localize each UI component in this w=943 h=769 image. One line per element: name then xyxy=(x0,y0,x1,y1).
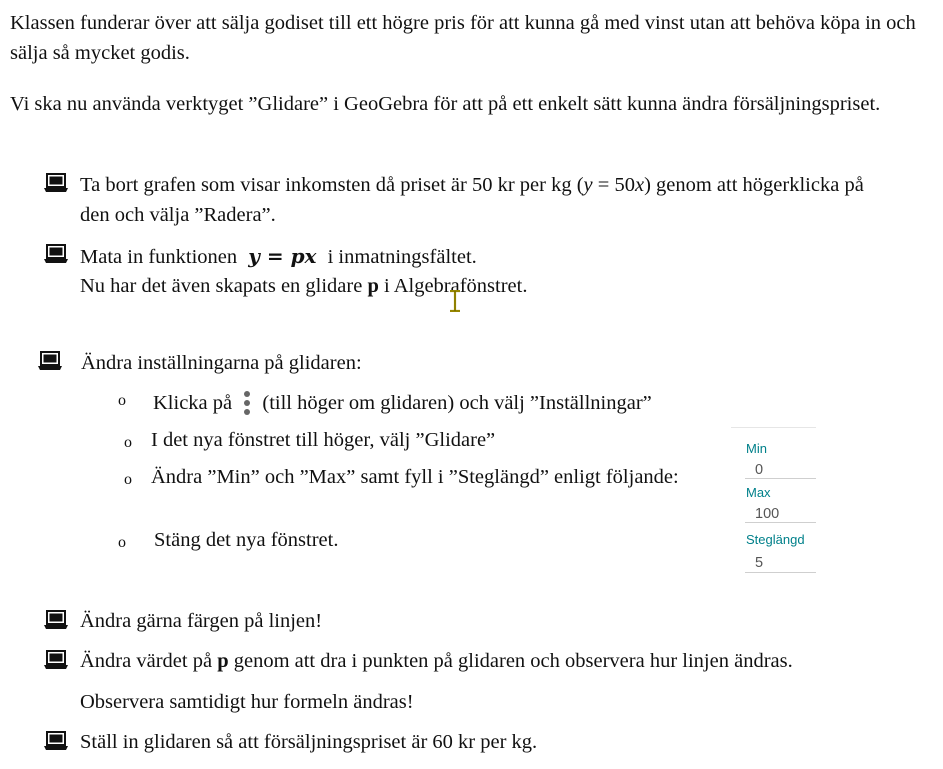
step5-line1: Ändra värdet på p genom att dra i punkten på glidaren och observera hur linjen ändras. xyxy=(80,650,793,672)
formula-y-px: y = px xyxy=(248,244,317,268)
intro-paragraph-2: Vi ska nu använda verktyget ”Glidare” i GeoGebra för att på ett enkelt sätt kunna ändra försäljningspriset. xyxy=(10,93,881,115)
step1-line2: den och välja ”Radera”. xyxy=(80,204,276,226)
max-field[interactable]: 100 xyxy=(755,506,780,522)
sub-bullet: o xyxy=(124,434,132,451)
divider xyxy=(731,427,816,428)
step3-title: Ändra inställningarna på glidaren: xyxy=(81,352,362,374)
step1-line1: Ta bort grafen som visar inkomsten då priset är 50 kr per kg (y = 50x) genom att högerklicka på xyxy=(80,174,864,196)
three-dots-vertical-icon xyxy=(243,390,251,416)
sub-bullet: o xyxy=(124,471,132,488)
laptop-icon xyxy=(43,243,69,265)
step3-sub1: Klicka på (till höger om glidaren) och välj ”Inställningar” xyxy=(153,392,652,414)
step5-line2: Observera samtidigt hur formeln ändras! xyxy=(80,691,414,713)
step3-sub2: I det nya fönstret till höger, välj ”Glidare” xyxy=(151,429,496,451)
step-field[interactable]: 5 xyxy=(755,555,764,571)
step3-sub3: Ändra ”Min” och ”Max” samt fyll i ”Steglängd” enligt följande: xyxy=(151,466,679,488)
text-cursor-icon xyxy=(448,290,462,312)
min-field-underline xyxy=(745,478,816,479)
laptop-icon xyxy=(43,172,69,194)
laptop-icon xyxy=(43,609,69,631)
step-field-underline xyxy=(745,572,816,573)
step3-sub4: Stäng det nya fönstret. xyxy=(154,529,339,551)
min-field[interactable]: 0 xyxy=(755,462,764,478)
min-label: Min xyxy=(746,441,767,456)
step2-line2: Nu har det även skapats en glidare p i Algebrafönstret. xyxy=(80,275,528,297)
laptop-icon xyxy=(43,730,69,752)
step-label: Steglängd xyxy=(746,532,805,547)
laptop-icon xyxy=(37,350,63,372)
step2-line1: Mata in funktionen y = px i inmatningsfältet. xyxy=(80,244,477,268)
sub-bullet: o xyxy=(118,534,126,551)
step6-text: Ställ in glidaren så att försäljningspriset är 60 kr per kg. xyxy=(80,731,538,753)
intro-paragraph-1: Klassen funderar över att sälja godiset till ett högre pris för att kunna gå med vinst utan att behöva köpa in och sälja så mycket godis. xyxy=(10,12,916,64)
max-label: Max xyxy=(746,485,771,500)
max-field-underline xyxy=(745,522,816,523)
step4-text: Ändra gärna färgen på linjen! xyxy=(80,610,323,632)
laptop-icon xyxy=(43,649,69,671)
sub-bullet: o xyxy=(118,392,126,409)
